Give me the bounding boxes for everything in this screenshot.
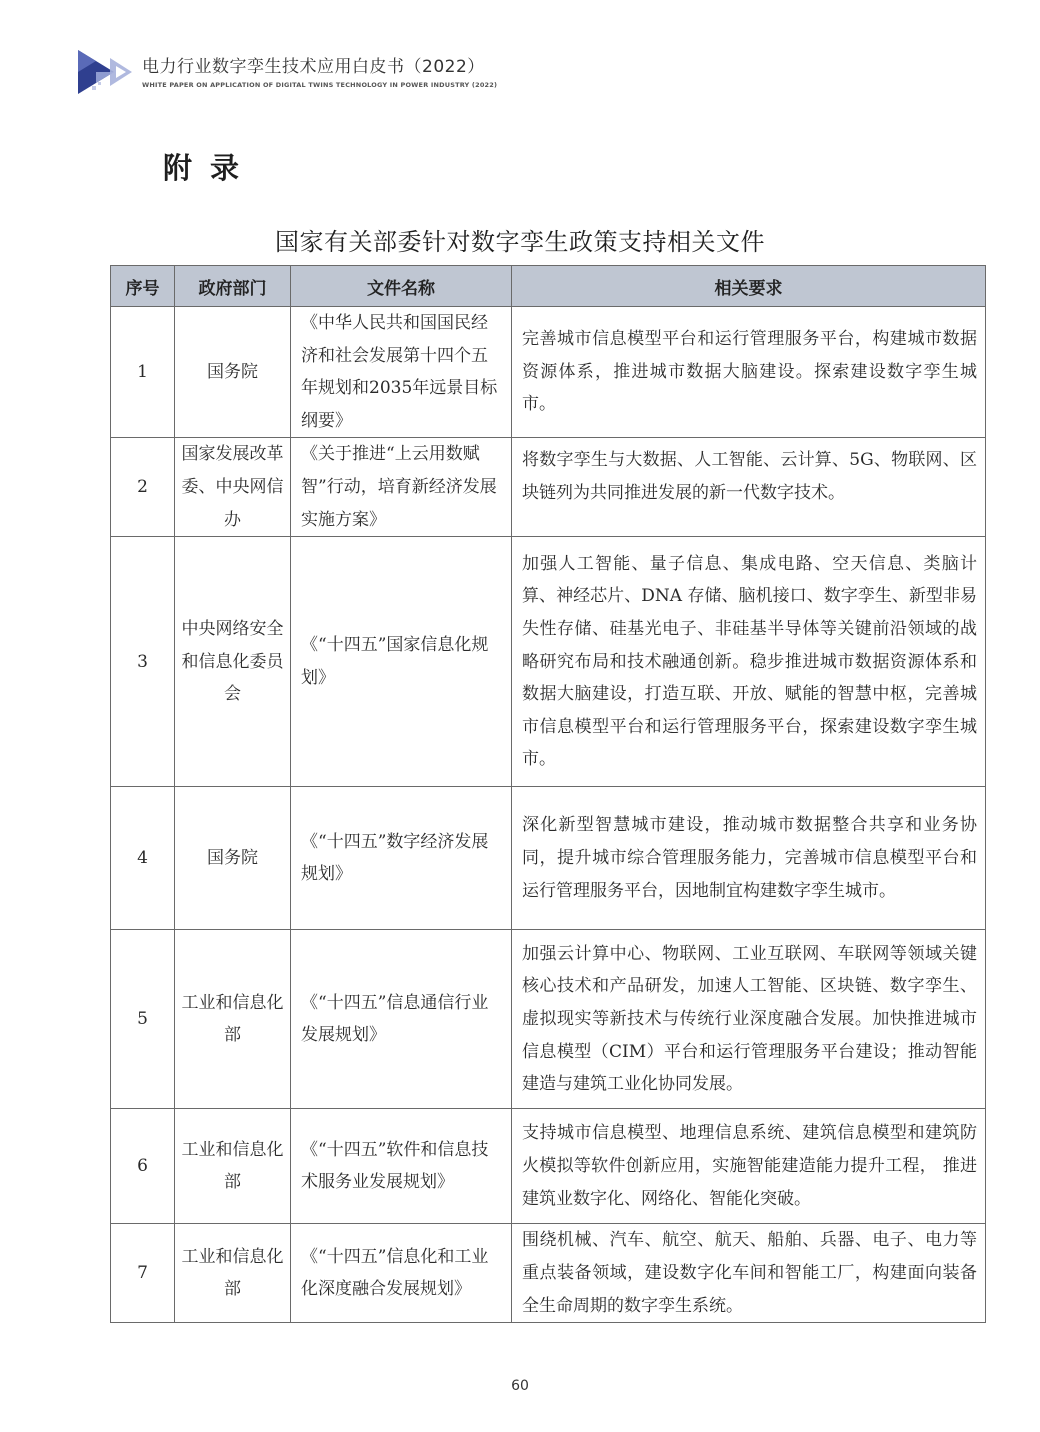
table-row: [111, 438, 986, 537]
row-doc: 《“十四五”数字经济发展规划》: [291, 787, 512, 930]
table-header-row: [111, 266, 986, 307]
row-number: 2: [111, 438, 175, 537]
row-number: 7: [111, 1224, 175, 1323]
row-req: 将数字孪生与大数据、人工智能、云计算、5G、物联网、区块链列为共同推进发展的新一代数字技术。: [512, 438, 986, 537]
row-dept: 国务院: [175, 307, 291, 438]
row-number: 3: [111, 537, 175, 787]
page-number: 60: [511, 1378, 529, 1394]
row-req: 围绕机械、汽车、航空、航天、船舶、兵器、电子、电力等重点装备领域，建设数字化车间和智能工厂，构建面向装备全生命周期的数字孪生系统。: [512, 1224, 986, 1323]
row-dept: 工业和信息化部: [175, 1224, 291, 1323]
row-doc: 《“十四五”信息化和工业化深度融合发展规划》: [291, 1224, 512, 1323]
header-subtitle: WHITE PAPER ON APPLICATION OF DIGITAL TWINS TECHNOLOGY IN POWER INDUSTRY (2022): [142, 80, 498, 89]
row-doc: 《“十四五”信息通信行业发展规划》: [291, 930, 512, 1109]
row-dept: 工业和信息化部: [175, 1109, 291, 1224]
row-dept: 中央网络安全和信息化委员会: [175, 537, 291, 787]
row-doc: 《“十四五”软件和信息技术服务业发展规划》: [291, 1109, 512, 1224]
row-req: 加强人工智能、量子信息、集成电路、空天信息、类脑计算、神经芯片、DNA 存储、脑机接口、数字孪生、新型非易失性存储、硅基光电子、非硅基半导体等关键前沿领域的战略研究布局和技术融通创新。稳步推进城市数据资源体系和数据大脑建设，打造互联、开放、赋能的智慧中枢，完善城市信息模型平台和运行管理服务平台，探索建设数字孪生城市。: [512, 537, 986, 787]
column-header-doc: 文件名称: [291, 266, 512, 307]
row-number: 4: [111, 787, 175, 930]
row-dept: 国务院: [175, 787, 291, 930]
page-header: [74, 44, 497, 100]
table-row: [111, 537, 986, 787]
column-header-req: 相关要求: [512, 266, 986, 307]
table-row: [111, 307, 986, 438]
row-dept: 工业和信息化部: [175, 930, 291, 1109]
table-row: [111, 930, 986, 1109]
row-number: 1: [111, 307, 175, 438]
table-row: [111, 1109, 986, 1224]
row-doc: 《“十四五”国家信息化规划》: [291, 537, 512, 787]
header-title: 电力行业数字孪生技术应用白皮书（2022）: [142, 56, 485, 77]
column-header-dept: 政府部门: [175, 266, 291, 307]
row-doc: 《关于推进“上云用数赋智”行动，培育新经济发展实施方案》: [291, 438, 512, 537]
section-title: 附录: [163, 151, 258, 185]
row-req: 加强云计算中心、物联网、工业互联网、车联网等领域关键核心技术和产品研发，加速人工智能、区块链、数字孪生、 虚拟现实等新技术与传统行业深度融合发展。加快推进城市信息模型（CIM）平台和运行管理服务平台建设；推动智能建造与建筑工业化协同发展。: [512, 930, 986, 1109]
row-req: 支持城市信息模型、地理信息系统、建筑信息模型和建筑防火模拟等软件创新应用，实施智能建造能力提升工程， 推进建筑业数字化、网络化、智能化突破。: [512, 1109, 986, 1224]
row-doc: 《中华人民共和国国民经济和社会发展第十四个五年规划和2035年远景目标纲要》: [291, 307, 512, 438]
table-row: [111, 787, 986, 930]
row-req: 深化新型智慧城市建设，推动城市数据整合共享和业务协同，提升城市综合管理服务能力，完善城市信息模型平台和运行管理服务平台，因地制宜构建数字孪生城市。: [512, 787, 986, 930]
policy-table: [110, 265, 986, 1323]
table-row: [111, 1224, 986, 1323]
table-title: 国家有关部委针对数字孪生政策支持相关文件: [275, 228, 765, 256]
row-dept: 国家发展改革委、中央网信办: [175, 438, 291, 537]
row-number: 6: [111, 1109, 175, 1224]
row-number: 5: [111, 930, 175, 1109]
column-header-num: 序号: [111, 266, 175, 307]
triangle-play-logo-icon: [74, 46, 136, 98]
row-req: 完善城市信息模型平台和运行管理服务平台，构建城市数据资源体系，推进城市数据大脑建设。探索建设数字孪生城市。: [512, 307, 986, 438]
